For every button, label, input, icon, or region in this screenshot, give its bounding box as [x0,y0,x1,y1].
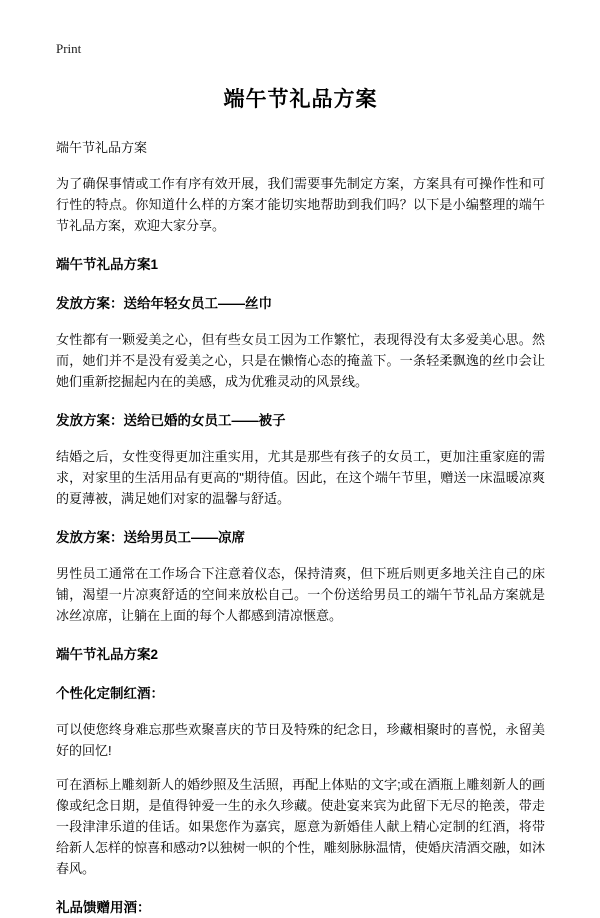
section-heading-plan-1: 端午节礼品方案1 [56,257,159,273]
section-heading-mat: 发放方案：送给男员工——凉席 [56,530,245,546]
paragraph-silk-scarf: 女性都有一颗爱美之心，但有些女员工因为工作繁忙，表现得没有太多爱美心思。然而，她们并不是没有爱美之心，只是在懒惰心态的掩盖下。一条轻柔飘逸的丝巾会让她们重新挖掘起内在的美感，成为优雅灵动的风景线。 [56,331,545,390]
paragraph-mat: 男性员工通常在工作场合下注意着仪态，保持清爽，但下班后则更多地关注自己的床铺，渴望一片凉爽舒适的空间来放松自己。一个份送给男员工的端午节礼品方案就是冰丝凉席，让躺在上面的每个人都感到清凉惬意。 [56,565,545,624]
section-heading-custom-wine: 个性化定制红酒： [56,686,164,702]
section-heading-quilt: 发放方案：送给已婚的女员工——被子 [56,413,286,429]
section-heading-silk-scarf: 发放方案：送给年轻女员工——丝巾 [56,296,272,312]
paragraph-custom-wine-intro: 可以使您终身难忘那些欢聚喜庆的节日及特殊的纪念日，珍藏相聚时的喜悦，永留美好的回忆! [56,721,545,758]
section-heading-plan-2: 端午节礼品方案2 [56,647,159,663]
section-heading-gift-wine: 礼品馈赠用酒： [56,900,151,916]
page-title: 端午节礼品方案 [223,88,378,111]
paragraph-custom-wine-detail: 可在酒标上雕刻新人的婚纱照及生活照，再配上体贴的文字;或在酒瓶上雕刻新人的画像或纪念日期，是值得钟爱一生的永久珍藏。使赴宴来宾为此留下无尽的艳羡，带走一段津津乐道的佳话。如果您作为嘉宾，愿意为新婚佳人献上精心定制的红酒，将带给新人怎样的惊喜和感动?以独树一帜的个性，雕刻脉脉温情，使婚庆清酒交融，如沐春风。 [56,777,545,877]
doc-subtitle: 端午节礼品方案 [56,140,148,155]
paragraph-quilt: 结婚之后，女性变得更加注重实用，尤其是那些有孩子的女员工，更加注重家庭的需求，对家里的生活用品有更高的"期待值。因此，在这个端午节里，赠送一床温暖凉爽的夏薄被，满足她们对家的温馨与舒适。 [56,448,545,507]
print-button[interactable]: Print [56,41,82,56]
intro-paragraph: 为了确保事情或工作有序有效开展，我们需要事先制定方案，方案具有可操作性和可行性的特点。你知道什么样的方案才能切实地帮助到我们吗？以下是小编整理的端午节礼品方案，欢迎大家分享。 [56,176,545,234]
